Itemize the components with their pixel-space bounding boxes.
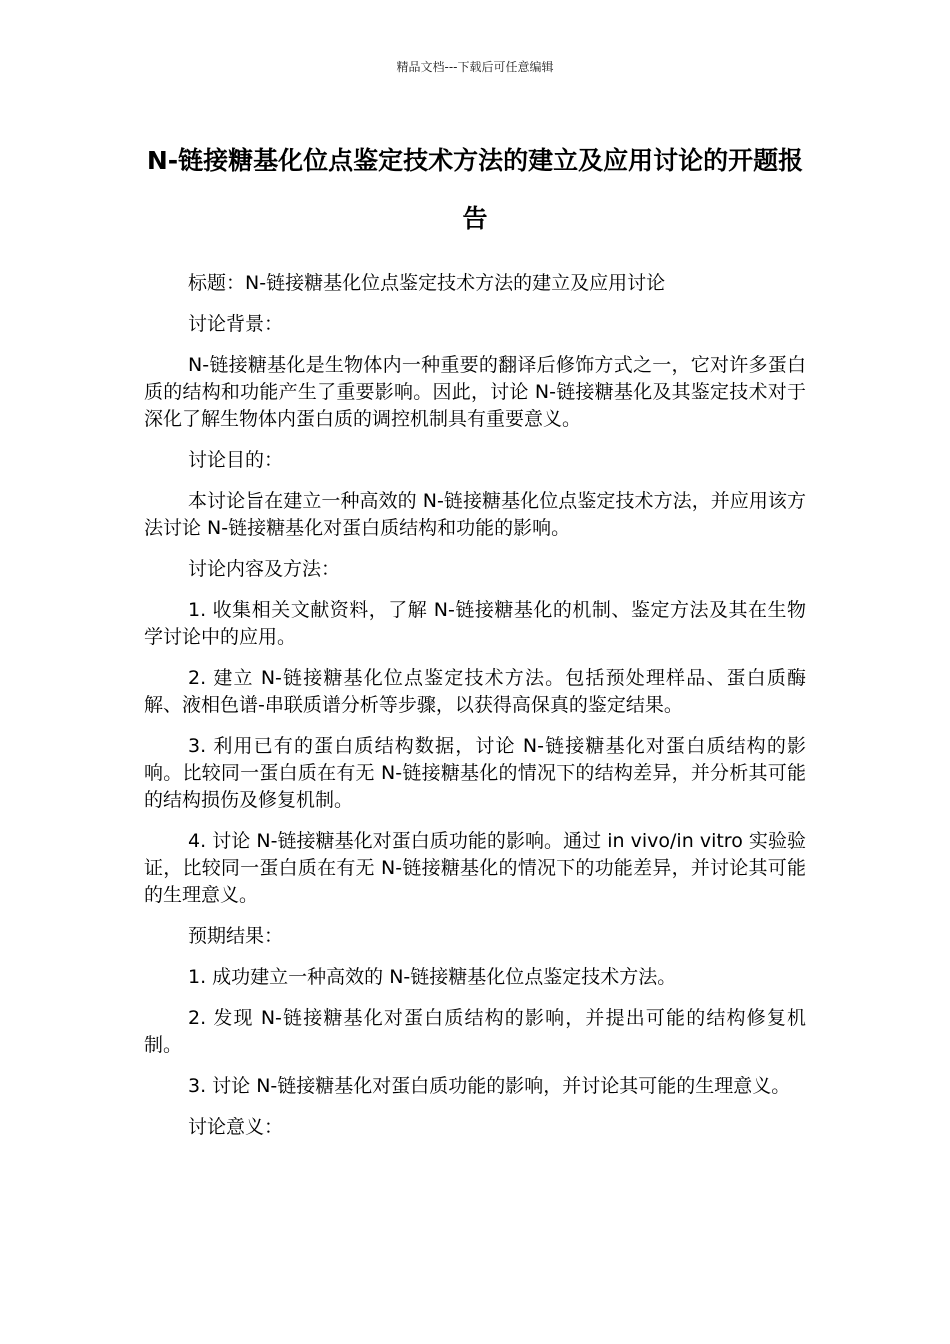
heading-background: 讨论背景： [188, 313, 284, 335]
method-item-2: 2. 建立 N-链接糖基化位点鉴定技术方法。包括预处理样品、蛋白质酶解、液相色谱-串联质谱分析等步骤，以获得高保真的鉴定结果。 [144, 667, 806, 716]
page-header: 精品文档---下载后可任意编辑 [396, 60, 554, 74]
heading-content-methods: 讨论内容及方法： [188, 558, 341, 580]
method-item-1: 1. 收集相关文献资料，了解 N-链接糖基化的机制、鉴定方法及其在生物学讨论中的应用。 [144, 599, 806, 648]
paragraph-title-line: 标题：N-链接糖基化位点鉴定技术方法的建立及应用讨论 [188, 272, 666, 294]
document-body [144, 270, 806, 1155]
result-item-3: 3. 讨论 N-链接糖基化对蛋白质功能的影响，并讨论其可能的生理意义。 [188, 1075, 791, 1097]
paragraph-background: N-链接糖基化是生物体内一种重要的翻译后修饰方式之一，它对许多蛋白质的结构和功能产生了重要影响。因此，讨论 N-链接糖基化及其鉴定技术对于深化了解生物体内蛋白质的调控机制具有重要意义。 [144, 354, 806, 430]
document-title: N-链接糖基化位点鉴定技术方法的建立及应用讨论的开题报告 [146, 146, 804, 233]
method-item-4: 4. 讨论 N-链接糖基化对蛋白质功能的影响。通过 in vivo/in vitro 实验验证，比较同一蛋白质在有无 N-链接糖基化的情况下的功能差异，并讨论其可能的生理意义。 [144, 830, 806, 906]
heading-significance: 讨论意义： [188, 1116, 284, 1138]
heading-purpose: 讨论目的： [188, 449, 284, 471]
paragraph-purpose: 本讨论旨在建立一种高效的 N-链接糖基化位点鉴定技术方法，并应用该方法讨论 N-链接糖基化对蛋白质结构和功能的影响。 [144, 490, 806, 539]
result-item-2: 2. 发现 N-链接糖基化对蛋白质结构的影响，并提出可能的结构修复机制。 [144, 1007, 806, 1056]
heading-expected-results: 预期结果： [188, 925, 284, 947]
result-item-1: 1. 成功建立一种高效的 N-链接糖基化位点鉴定技术方法。 [188, 966, 677, 988]
method-item-3: 3. 利用已有的蛋白质结构数据，讨论 N-链接糖基化对蛋白质结构的影响。比较同一蛋白质在有无 N-链接糖基化的情况下的结构差异，并分析其可能的结构损伤及修复机制。 [144, 735, 806, 811]
